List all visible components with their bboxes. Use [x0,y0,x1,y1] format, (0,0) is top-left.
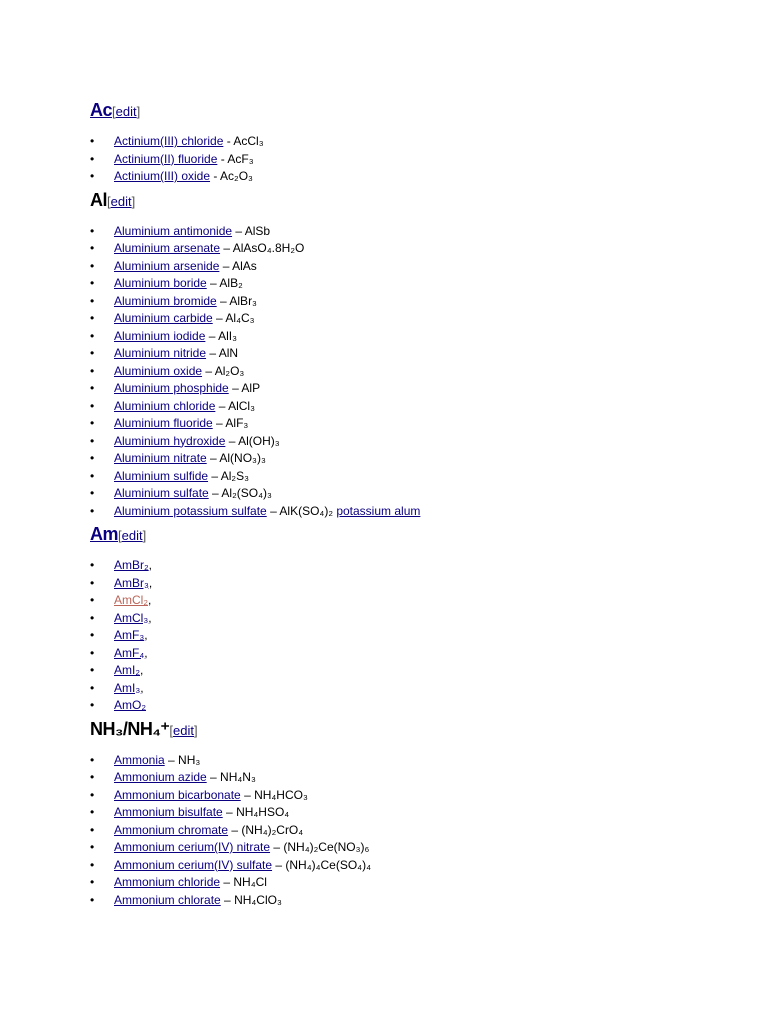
compound-link[interactable]: Aluminium arsenide [114,258,220,273]
chemical-formula: (NH₄)₂Ce(NO₃)₆ [283,840,370,854]
compound-link[interactable]: Ammonium chloride [114,875,221,889]
chemical-formula: (NH₄)₄Ce(SO₄)₄ [285,857,371,872]
list-item [90,645,750,663]
item-separator: , [148,575,153,590]
section-heading-ac [90,96,750,124]
list-item [90,275,750,293]
item-separator: – [266,503,280,518]
article-content [90,96,750,909]
compound-link[interactable]: Ammonium azide [114,770,207,784]
list-item [90,433,750,451]
compound-link[interactable]: AmI₂ [114,663,140,677]
chemical-formula: AlBr₃ [229,293,257,308]
bullet-icon: • [90,610,95,625]
list-item [90,697,750,715]
bullet-icon: • [90,770,95,784]
compound-link[interactable]: AmCl₃ [114,610,149,625]
list-item [90,415,750,433]
compound-link[interactable]: Aluminium arsenate [114,241,221,255]
compound-link[interactable]: AmF₄ [114,645,145,660]
compound-link[interactable]: Aluminium antimonide [114,223,233,238]
bullet-icon: • [90,698,95,712]
compound-list-ac [90,133,750,186]
list-item [90,662,750,680]
item-separator: – [270,840,284,854]
chemical-formula: Al₄C₃ [225,311,255,325]
compound-link[interactable]: Ammonium cerium(IV) nitrate [114,840,271,854]
list-item [90,874,750,892]
list-item [90,857,750,875]
compound-list-nh [90,752,750,910]
compound-link[interactable]: Aluminium potassium sulfate [114,503,267,518]
list-item [90,610,750,628]
list-item [90,310,750,328]
chemical-formula: Al(OH)₃ [238,433,280,448]
bullet-icon: • [90,840,95,854]
item-separator: - [210,169,221,183]
compound-link[interactable]: Aluminium sulfate [114,486,209,500]
chemical-formula: AlI₃ [218,328,237,343]
section-title-am[interactable]: Am [90,524,119,544]
compound-list-al [90,223,750,521]
list-item [90,380,750,398]
chemical-formula: Al₂S₃ [220,468,249,483]
section-title-al: Al [90,189,107,210]
compound-link[interactable]: Aluminium bromide [114,293,217,308]
list-item [90,468,750,486]
compound-link[interactable]: Aluminium phosphide [114,381,229,395]
compound-link[interactable]: Aluminium fluoride [114,416,213,430]
compound-link[interactable]: Ammonia [114,752,165,767]
item-separator: – [240,787,255,802]
chemical-formula: NH₃ [178,752,201,767]
list-item [90,627,750,645]
item-separator: , [144,628,148,642]
bullet-icon: • [90,663,95,677]
bullet-icon: • [90,752,95,767]
item-separator: – [208,486,222,500]
bullet-icon: • [90,416,95,430]
list-item [90,557,750,575]
compound-link[interactable]: Ammonium chlorate [114,892,221,907]
chemical-formula: NH₄Cl [233,875,267,889]
item-separator: – [228,381,242,395]
item-separator: – [272,857,286,872]
list-item [90,223,750,241]
list-item [90,769,750,787]
bullet-icon: • [90,857,95,872]
compound-link[interactable]: Aluminium sulfide [114,468,209,483]
compound-link[interactable]: Aluminium iodide [114,328,206,343]
bullet-icon: • [90,398,95,413]
item-separator: – [228,822,242,837]
chemical-formula: AlF₃ [225,416,249,430]
edit-section-wrapper: [edit] [112,104,141,119]
chemical-formula: AlB₂ [219,276,243,290]
item-separator: – [208,468,221,483]
item-separator: – [220,875,234,889]
related-link[interactable]: potassium alum [336,503,421,518]
list-item [90,151,750,169]
chemical-formula: NH₄HSO₄ [236,805,290,819]
bullet-icon: • [90,433,95,448]
list-item [90,485,750,503]
chemical-formula: AcCl₃ [233,134,264,148]
list-item [90,240,750,258]
compound-link[interactable]: Ammonium chromate [114,822,229,837]
compound-link[interactable]: AmI₃ [114,680,141,695]
edit-section-link-ac[interactable]: edit [115,104,137,119]
item-separator: – [206,276,220,290]
chemical-formula: AlP [241,381,261,395]
compound-link[interactable]: Aluminium oxide [114,363,203,378]
list-item [90,787,750,805]
item-separator: – [216,293,230,308]
chemical-formula: Ac₂O₃ [220,169,253,183]
bullet-icon: • [90,892,95,907]
chemical-formula: AcF₃ [227,151,254,166]
item-separator: – [220,892,235,907]
bullet-icon: • [90,680,95,695]
item-separator: - [223,134,234,148]
bullet-icon: • [90,258,95,273]
item-separator: – [202,363,215,378]
item-separator: , [148,610,152,625]
list-item [90,592,750,610]
item-separator: - [217,151,228,166]
bullet-icon: • [90,822,95,837]
item-separator: – [225,433,239,448]
list-item [90,398,750,416]
compound-link[interactable]: AmBr₃ [114,575,149,590]
bullet-icon: • [90,381,95,395]
list-item [90,892,750,910]
bullet-icon: • [90,468,95,483]
item-separator: – [164,752,179,767]
bullet-icon: • [90,241,95,255]
chemical-formula: AlAsO₄.8H₂O [232,241,305,255]
edit-section-link-al[interactable]: edit [110,193,132,209]
list-item [90,450,750,468]
item-separator: , [140,663,144,677]
compound-link[interactable]: Aluminium nitride [114,346,207,360]
list-item [90,804,750,822]
compound-link[interactable]: Aluminium boride [114,276,207,290]
compound-link[interactable]: AmCl₂ [114,593,148,607]
bullet-icon: • [90,346,95,360]
item-separator: , [148,593,152,607]
list-item [90,168,750,186]
compound-link[interactable]: Aluminium hydroxide [114,433,226,448]
chemical-formula: NH₄ClO₃ [234,892,282,907]
chemical-formula: AlK(SO₄)₂ [279,503,337,518]
compound-link[interactable]: Actinium(III) oxide [114,169,211,183]
section-heading-am [90,520,750,548]
list-item [90,293,750,311]
item-separator: , [148,558,153,572]
compound-list-am [90,557,750,715]
item-separator: – [220,241,233,255]
bullet-icon: • [90,593,95,607]
bullet-icon: • [90,363,95,378]
list-item [90,503,750,521]
bullet-icon: • [90,805,95,819]
bullet-icon: • [90,293,95,308]
bullet-icon: • [90,575,95,590]
list-item [90,752,750,770]
list-item [90,575,750,593]
compound-link[interactable]: Actinium(III) chloride [114,134,224,148]
item-separator: , [144,645,148,660]
compound-link[interactable]: Aluminium nitrate [114,451,207,465]
item-separator: – [206,770,221,784]
chemical-formula: Al₂O₃ [214,363,245,378]
chemical-formula: AlCl₃ [228,398,255,413]
edit-section-wrapper: [edit] [107,193,136,209]
bullet-icon: • [90,787,95,802]
bullet-icon: • [90,328,95,343]
bullet-icon: • [90,628,95,642]
chemical-formula: Al(NO₃)₃ [219,451,266,465]
bullet-icon: • [90,645,95,660]
compound-link[interactable]: Ammonium bicarbonate [114,787,241,802]
chemical-formula: NH₄HCO₃ [254,787,308,802]
list-item [90,363,750,381]
item-separator: – [206,451,220,465]
list-item [90,258,750,276]
bullet-icon: • [90,558,95,572]
item-separator: – [222,805,237,819]
list-item [90,133,750,151]
bullet-icon: • [90,169,95,183]
edit-section-wrapper: [edit] [169,722,198,738]
item-separator: – [215,398,229,413]
list-item [90,680,750,698]
chemical-formula: Al₂(SO₄)₃ [221,486,272,500]
compound-link[interactable]: Ammonium bisulfate [114,805,223,819]
item-separator: – [232,223,245,238]
item-separator: – [219,258,233,273]
chemical-formula: AlSb [244,223,271,238]
item-separator: – [205,328,219,343]
chemical-formula: (NH₄)₂CrO₄ [241,822,304,837]
compound-link[interactable]: Aluminium carbide [114,311,213,325]
compound-link[interactable]: AmO₂ [114,698,146,712]
section-heading-nh [90,715,750,743]
compound-link[interactable]: AmF₃ [114,628,145,642]
list-item [90,345,750,363]
bullet-icon: • [90,223,95,238]
section-heading-al [90,186,750,214]
section-title-ac[interactable]: Ac [90,100,113,120]
compound-link[interactable]: Aluminium chloride [114,398,216,413]
list-item [90,822,750,840]
edit-section-link-am[interactable]: edit [121,528,143,543]
bullet-icon: • [90,503,95,518]
bullet-icon: • [90,276,95,290]
item-separator: – [212,311,226,325]
bullet-icon: • [90,151,95,166]
edit-section-link-nh[interactable]: edit [173,722,194,738]
list-item [90,839,750,857]
item-separator: – [206,346,219,360]
chemical-formula: AlN [218,346,239,360]
compound-link[interactable]: Ammonium cerium(IV) sulfate [114,857,273,872]
chemical-formula: NH₄N₃ [220,770,256,784]
compound-link[interactable]: Actinium(II) fluoride [114,151,218,166]
chemical-formula: AlAs [232,258,257,273]
edit-section-wrapper: [edit] [118,528,147,543]
bullet-icon: • [90,451,95,465]
bullet-icon: • [90,486,95,500]
bullet-icon: • [90,875,95,889]
bullet-icon: • [90,134,95,148]
section-title-nh: NH₃/NH₄⁺ [90,718,170,739]
item-separator: – [212,416,226,430]
list-item [90,328,750,346]
item-separator: , [140,680,144,695]
bullet-icon: • [90,311,95,325]
compound-link[interactable]: AmBr₂ [114,558,149,572]
